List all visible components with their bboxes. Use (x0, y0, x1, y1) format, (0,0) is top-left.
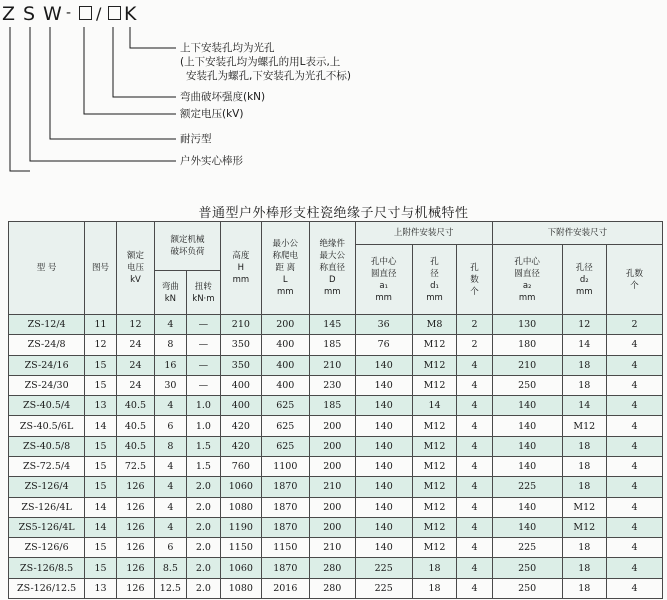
header-lower-count: 孔数 个 (607, 245, 663, 315)
table-cell: M12 (562, 416, 606, 436)
table-cell: 140 (355, 456, 412, 476)
table-cell: 1060 (221, 558, 262, 578)
table-cell: M12 (412, 517, 456, 537)
table-cell: 210 (309, 355, 355, 375)
table-cell: 145 (309, 315, 355, 335)
table-cell: 200 (309, 497, 355, 517)
table-cell: 210 (221, 315, 262, 335)
header-upper-hole: 孔 径 d₁ mm (412, 245, 456, 315)
table-cell: 126 (116, 578, 154, 598)
table-cell: 1870 (261, 477, 309, 497)
table-cell: 14 (412, 396, 456, 416)
table-cell: 4 (155, 497, 187, 517)
table-cell: 18 (562, 355, 606, 375)
table-row (9, 578, 663, 598)
table-cell: 4 (457, 578, 493, 598)
table-cell: 2.0 (186, 538, 220, 558)
table-cell: 12 (562, 315, 606, 335)
table-cell: 200 (261, 315, 309, 335)
table-cell: 18 (412, 578, 456, 598)
table-cell: 185 (309, 335, 355, 355)
cell-model: ZS5-126/4L (9, 517, 85, 537)
table-cell: 14 (562, 335, 606, 355)
table-row (9, 335, 663, 355)
table-cell: 625 (261, 436, 309, 456)
table-cell: M12 (412, 497, 456, 517)
table-cell: 4 (155, 315, 187, 335)
table-cell: 2 (607, 315, 663, 335)
table-cell: 140 (492, 456, 562, 476)
table-cell: 4 (457, 477, 493, 497)
table-cell: 4 (607, 396, 663, 416)
table-cell: 1060 (221, 477, 262, 497)
table-cell: 18 (412, 558, 456, 578)
table-row (9, 396, 663, 416)
header-torsion: 扭转 kN·m (186, 271, 220, 315)
table-cell: 18 (562, 456, 606, 476)
code-slash: / (96, 4, 102, 23)
table-cell: 12.5 (155, 578, 187, 598)
table-cell: 4 (607, 416, 663, 436)
table-row (9, 538, 663, 558)
table-cell: 140 (492, 396, 562, 416)
table-cell: M12 (412, 355, 456, 375)
table-cell: 200 (309, 517, 355, 537)
legend-outdoor-solid: 户外实心棒形 (180, 155, 243, 167)
table-cell: 140 (355, 396, 412, 416)
table-cell: 6 (155, 416, 187, 436)
table-cell: 4 (457, 436, 493, 456)
code-dash: - (66, 5, 72, 21)
table-cell: 140 (355, 436, 412, 456)
table-cell: 140 (355, 355, 412, 375)
table-cell: 8.5 (155, 558, 187, 578)
table-cell: 2.0 (186, 578, 220, 598)
table-cell: 18 (562, 375, 606, 395)
table-cell: 16 (155, 355, 187, 375)
model-code (2, 0, 202, 26)
cell-model: ZS-24/30 (9, 375, 85, 395)
header-rated-voltage: 额定 电压 kV (116, 222, 154, 315)
cell-model: ZS-126/12.5 (9, 578, 85, 598)
table-row (9, 558, 663, 578)
table-cell: 225 (355, 558, 412, 578)
legend-pollution-type: 耐污型 (180, 133, 212, 145)
table-cell: 40.5 (116, 416, 154, 436)
code-letter-s: S (23, 3, 36, 25)
table-cell: 1150 (221, 538, 262, 558)
table-row (9, 517, 663, 537)
table-cell: 760 (221, 456, 262, 476)
table-cell: 400 (221, 375, 262, 395)
table-cell: M12 (412, 477, 456, 497)
cell-model: ZS-72.5/4 (9, 456, 85, 476)
table-cell: 250 (492, 558, 562, 578)
table-cell: 8 (155, 436, 187, 456)
table-cell: M12 (412, 456, 456, 476)
table-cell: 4 (155, 456, 187, 476)
table-cell: 4 (457, 517, 493, 537)
table-cell: 140 (492, 416, 562, 436)
table-cell: 2.0 (186, 558, 220, 578)
table-cell: 280 (309, 578, 355, 598)
header-upper-fitting: 上附件安装尺寸 (355, 222, 492, 245)
table-cell: 1190 (221, 517, 262, 537)
table-cell: 13 (85, 396, 117, 416)
table-cell: 200 (309, 436, 355, 456)
table-row (9, 436, 663, 456)
table-cell: 1080 (221, 578, 262, 598)
table-cell: 18 (562, 578, 606, 598)
table-cell: 72.5 (116, 456, 154, 476)
table-cell: 140 (355, 375, 412, 395)
cell-model: ZS-24/16 (9, 355, 85, 375)
table-cell: 400 (261, 355, 309, 375)
table-cell: 1.0 (186, 396, 220, 416)
cell-model: ZS-126/8.5 (9, 558, 85, 578)
legend-threaded-note-1: (上下安装孔均为螺孔的用L表示,上 (180, 56, 341, 68)
table-cell: 140 (355, 477, 412, 497)
legend-rated-voltage: 额定电压(kV) (180, 108, 244, 120)
header-upper-pcd: 孔中心 圆直径 a₁ mm (355, 245, 412, 315)
table-cell: 14 (85, 416, 117, 436)
table-cell: 4 (607, 456, 663, 476)
table-cell: 280 (309, 558, 355, 578)
table-cell: 1870 (261, 497, 309, 517)
header-lower-hole: 孔径 d₂ mm (562, 245, 606, 315)
header-bending: 弯曲 kN (155, 271, 187, 315)
table-cell: 1870 (261, 517, 309, 537)
cell-model: ZS-126/6 (9, 538, 85, 558)
table-cell: 200 (309, 456, 355, 476)
code-box-strength (108, 6, 121, 20)
table-body (9, 315, 663, 599)
table-title: 普通型户外棒形支柱瓷绝缘子尺寸与机械特性 (198, 206, 469, 221)
table-cell: 4 (457, 456, 493, 476)
code-leader-lines (0, 0, 667, 180)
table-cell: 14 (562, 396, 606, 416)
table-cell: 420 (221, 436, 262, 456)
table-cell: 126 (116, 517, 154, 537)
table-cell: 15 (85, 355, 117, 375)
table-cell: 225 (492, 477, 562, 497)
table-cell: 400 (261, 375, 309, 395)
legend-plain-holes: 上下安装孔均为光孔 (180, 42, 275, 54)
table-cell: 350 (221, 335, 262, 355)
table-cell: 15 (85, 436, 117, 456)
table-cell: 126 (116, 477, 154, 497)
table-cell: 36 (355, 315, 412, 335)
table-cell: 225 (492, 538, 562, 558)
table-cell: 1.5 (186, 436, 220, 456)
header-lower-pcd: 孔中心 圆直径 a₂ mm (492, 245, 562, 315)
table-cell: 4 (607, 355, 663, 375)
cell-model: ZS-24/8 (9, 335, 85, 355)
table-cell: 4 (607, 335, 663, 355)
table-cell: M12 (562, 517, 606, 537)
table-cell: 210 (309, 477, 355, 497)
table-cell: 4 (607, 538, 663, 558)
table-cell: 140 (492, 436, 562, 456)
table-cell: 4 (457, 416, 493, 436)
table-cell: 4 (607, 497, 663, 517)
table-cell: 210 (309, 538, 355, 558)
table-cell: 2016 (261, 578, 309, 598)
table-cell: 126 (116, 538, 154, 558)
table-cell: 15 (85, 375, 117, 395)
table-row (9, 416, 663, 436)
table-cell: 625 (261, 396, 309, 416)
header-model: 型 号 (9, 222, 85, 315)
cell-model: ZS-40.5/8 (9, 436, 85, 456)
table-cell: — (186, 335, 220, 355)
table-cell: 4 (457, 396, 493, 416)
table-cell: M8 (412, 315, 456, 335)
table-cell: 1080 (221, 497, 262, 517)
table-cell: 140 (492, 497, 562, 517)
table-cell: 4 (607, 578, 663, 598)
table-cell: 180 (492, 335, 562, 355)
table-cell: 24 (116, 375, 154, 395)
code-letter-z: Z (2, 3, 16, 25)
table-cell: 30 (155, 375, 187, 395)
table-cell: M12 (412, 436, 456, 456)
table-cell: 350 (221, 355, 262, 375)
table-cell: M12 (412, 416, 456, 436)
table-cell: 2.0 (186, 477, 220, 497)
table-cell: 6 (155, 538, 187, 558)
table-cell: 4 (607, 558, 663, 578)
table-cell: 15 (85, 456, 117, 476)
table-cell: 4 (607, 477, 663, 497)
table-cell: 126 (116, 558, 154, 578)
table-cell: 4 (607, 375, 663, 395)
table-row (9, 477, 663, 497)
table-cell: 420 (221, 416, 262, 436)
table-cell: 140 (492, 517, 562, 537)
table-cell: 12 (116, 315, 154, 335)
table-cell: 4 (457, 375, 493, 395)
table-cell: 14 (85, 497, 117, 517)
table-cell: 15 (85, 538, 117, 558)
cell-model: ZS-40.5/6L (9, 416, 85, 436)
table-cell: 24 (116, 335, 154, 355)
table-row (9, 355, 663, 375)
table-cell: 40.5 (116, 436, 154, 456)
table-cell: 126 (116, 497, 154, 517)
table-cell: 24 (116, 355, 154, 375)
table-cell: 400 (261, 335, 309, 355)
cell-model: ZS-126/4 (9, 477, 85, 497)
table-cell: 14 (85, 517, 117, 537)
table-cell: 12 (85, 335, 117, 355)
header-upper-count: 孔 数 个 (457, 245, 493, 315)
table-cell: 200 (309, 416, 355, 436)
table-cell: 1150 (261, 538, 309, 558)
table-cell: 4 (155, 477, 187, 497)
header-failing-load: 额定机械 破坏负荷 (155, 222, 221, 271)
table-cell: — (186, 355, 220, 375)
table-cell: 4 (457, 538, 493, 558)
table-cell: M12 (412, 335, 456, 355)
table-cell: 4 (457, 497, 493, 517)
table-cell: 18 (562, 538, 606, 558)
table-cell: 2 (457, 335, 493, 355)
table-cell: 15 (85, 477, 117, 497)
header-creepage: 最小公 称爬电 距 离 L mm (261, 222, 309, 315)
table-row (9, 375, 663, 395)
table-cell: 4 (155, 396, 187, 416)
legend-threaded-note-2: 安装孔为螺孔,下安装孔为光孔不标) (186, 70, 351, 82)
table-cell: 18 (562, 558, 606, 578)
table-cell: 4 (607, 517, 663, 537)
table-cell: 225 (355, 578, 412, 598)
table-cell: 2.0 (186, 497, 220, 517)
table-cell: 210 (492, 355, 562, 375)
table-cell: 2 (457, 315, 493, 335)
table-cell: 250 (492, 578, 562, 598)
table-cell: 625 (261, 416, 309, 436)
table-row (9, 315, 663, 335)
table-cell: 11 (85, 315, 117, 335)
table-cell: 130 (492, 315, 562, 335)
cell-model: ZS-126/4L (9, 497, 85, 517)
table-cell: M12 (412, 375, 456, 395)
table-cell: 2.0 (186, 517, 220, 537)
header-figure: 图号 (85, 222, 117, 315)
table-cell: 185 (309, 396, 355, 416)
table-cell: M12 (562, 497, 606, 517)
table-cell: 250 (492, 375, 562, 395)
table-row (9, 497, 663, 517)
table-cell: 1100 (261, 456, 309, 476)
table-cell: 1.5 (186, 456, 220, 476)
table-cell: 140 (355, 416, 412, 436)
legend-bending-strength: 弯曲破坏强度(kN) (180, 91, 266, 103)
table-cell: — (186, 315, 220, 335)
table-cell: — (186, 375, 220, 395)
table-cell: 15 (85, 558, 117, 578)
code-box-voltage (79, 6, 92, 20)
table-cell: 4 (457, 558, 493, 578)
cell-model: ZS-40.5/4 (9, 396, 85, 416)
cell-model: ZS-12/4 (9, 315, 85, 335)
table-cell: 400 (221, 396, 262, 416)
table-cell: 140 (355, 497, 412, 517)
table-cell: M12 (412, 538, 456, 558)
table-cell: 40.5 (116, 396, 154, 416)
table-cell: 140 (355, 538, 412, 558)
header-height: 高度 H mm (221, 222, 262, 315)
table-cell: 4 (155, 517, 187, 537)
header-lower-fitting: 下附件安装尺寸 (492, 222, 662, 245)
spec-table (8, 221, 663, 599)
table-cell: 13 (85, 578, 117, 598)
table-cell: 1870 (261, 558, 309, 578)
table-cell: 4 (457, 355, 493, 375)
table-cell: 8 (155, 335, 187, 355)
code-letter-k: K (124, 3, 137, 25)
table-cell: 18 (562, 436, 606, 456)
table-cell: 76 (355, 335, 412, 355)
table-row (9, 456, 663, 476)
table-cell: 140 (355, 517, 412, 537)
code-letter-w: W (43, 3, 62, 25)
header-diameter: 绝缘件 最大公 称直径 D mm (309, 222, 355, 315)
table-cell: 230 (309, 375, 355, 395)
table-cell: 18 (562, 477, 606, 497)
table-cell: 4 (607, 436, 663, 456)
table-cell: 1.0 (186, 416, 220, 436)
